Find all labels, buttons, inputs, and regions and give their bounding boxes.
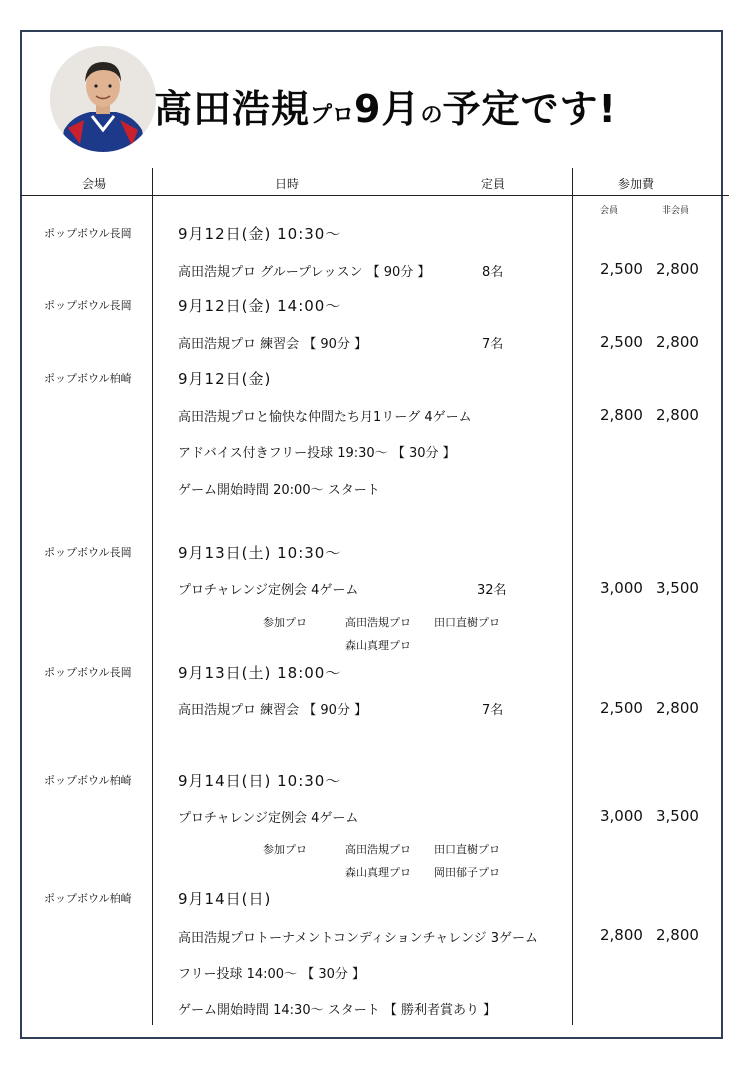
- fee-member: 2,500: [600, 333, 643, 351]
- event-capacity: 32名: [477, 583, 507, 598]
- event-description: プロチャレンジ定例会 4ゲーム: [178, 583, 359, 598]
- pro-name: 田口直樹プロ: [434, 616, 500, 629]
- pro-name: 高田浩規プロ: [345, 843, 411, 856]
- event-detail-line: フリー投球 14:00〜 【 30分 】: [178, 967, 366, 982]
- header-member: 会員: [600, 206, 619, 216]
- header-venue: 会場: [82, 177, 107, 191]
- event-venue: ポップボウル柏崎: [44, 372, 132, 385]
- column-divider-fee: [572, 168, 573, 1025]
- column-divider-venue: [152, 168, 153, 1025]
- fee-member: 2,500: [600, 260, 643, 278]
- title-name: 高田浩規: [154, 87, 311, 131]
- event-description: 高田浩規プロと愉快な仲間たち月1リーグ 4ゲーム: [178, 410, 472, 425]
- fee-member: 2,800: [600, 406, 643, 424]
- header-fee: 参加費: [618, 177, 655, 191]
- event-detail-line: アドバイス付きフリー投球 19:30〜 【 30分 】: [178, 446, 456, 461]
- event-description: 高田浩規プロ 練習会 【 90分 】: [178, 703, 368, 718]
- title-rest: 予定です!: [442, 87, 617, 131]
- event-description: 高田浩規プロトーナメントコンディションチャレンジ 3ゲーム: [178, 931, 539, 946]
- event-datetime: 9月13日(土) 18:00〜: [178, 664, 342, 682]
- fee-nonmember: 2,800: [656, 406, 699, 424]
- event-capacity: 8名: [482, 265, 504, 280]
- event-venue: ポップボウル長岡: [44, 227, 132, 240]
- pro-name: 岡田郁子プロ: [434, 866, 500, 879]
- fee-nonmember: 3,500: [656, 579, 699, 597]
- event-datetime: 9月14日(日): [178, 890, 272, 908]
- header-divider: [20, 195, 729, 196]
- fee-member: 3,000: [600, 807, 643, 825]
- header-nonmember: 非会員: [662, 206, 690, 216]
- pro-name: 高田浩規プロ: [345, 616, 411, 629]
- event-venue: ポップボウル柏崎: [44, 892, 132, 905]
- event-capacity: 7名: [482, 703, 504, 718]
- avatar-illustration: [50, 46, 156, 152]
- fee-member: 2,800: [600, 926, 643, 944]
- pro-name: 森山真理プロ: [345, 639, 411, 652]
- title-month: 9月: [354, 87, 421, 131]
- event-datetime: 9月14日(日) 10:30〜: [178, 772, 342, 790]
- page-title: [154, 78, 617, 134]
- pro-name: 森山真理プロ: [345, 866, 411, 879]
- fee-member: 2,500: [600, 699, 643, 717]
- profile-photo: [50, 46, 156, 152]
- event-description: プロチャレンジ定例会 4ゲーム: [178, 811, 359, 826]
- pros-label: 参加プロ: [263, 616, 307, 629]
- event-detail-line: ゲーム開始時間 20:00〜 スタート: [178, 483, 380, 498]
- event-description: 高田浩規プロ 練習会 【 90分 】: [178, 337, 368, 352]
- event-datetime: 9月12日(金) 10:30〜: [178, 225, 342, 243]
- event-venue: ポップボウル長岡: [44, 666, 132, 679]
- event-capacity: 7名: [482, 337, 504, 352]
- header-datetime: 日時: [275, 177, 300, 191]
- fee-nonmember: 3,500: [656, 807, 699, 825]
- fee-nonmember: 2,800: [656, 260, 699, 278]
- fee-nonmember: 2,800: [656, 333, 699, 351]
- event-datetime: 9月12日(金): [178, 370, 272, 388]
- fee-nonmember: 2,800: [656, 699, 699, 717]
- title-no: の: [420, 103, 443, 128]
- event-datetime: 9月12日(金) 14:00〜: [178, 297, 342, 315]
- event-venue: ポップボウル柏崎: [44, 774, 132, 787]
- header-capacity: 定員: [481, 177, 506, 191]
- pros-label: 参加プロ: [263, 843, 307, 856]
- event-datetime: 9月13日(土) 10:30〜: [178, 544, 342, 562]
- fee-member: 3,000: [600, 579, 643, 597]
- event-venue: ポップボウル長岡: [44, 546, 132, 559]
- event-detail-line: ゲーム開始時間 14:30〜 スタート 【 勝利者賞あり 】: [178, 1003, 497, 1018]
- title-pro: プロ: [310, 103, 355, 128]
- pro-name: 田口直樹プロ: [434, 843, 500, 856]
- event-description: 高田浩規プロ グループレッスン 【 90分 】: [178, 265, 431, 280]
- fee-nonmember: 2,800: [656, 926, 699, 944]
- event-venue: ポップボウル長岡: [44, 299, 132, 312]
